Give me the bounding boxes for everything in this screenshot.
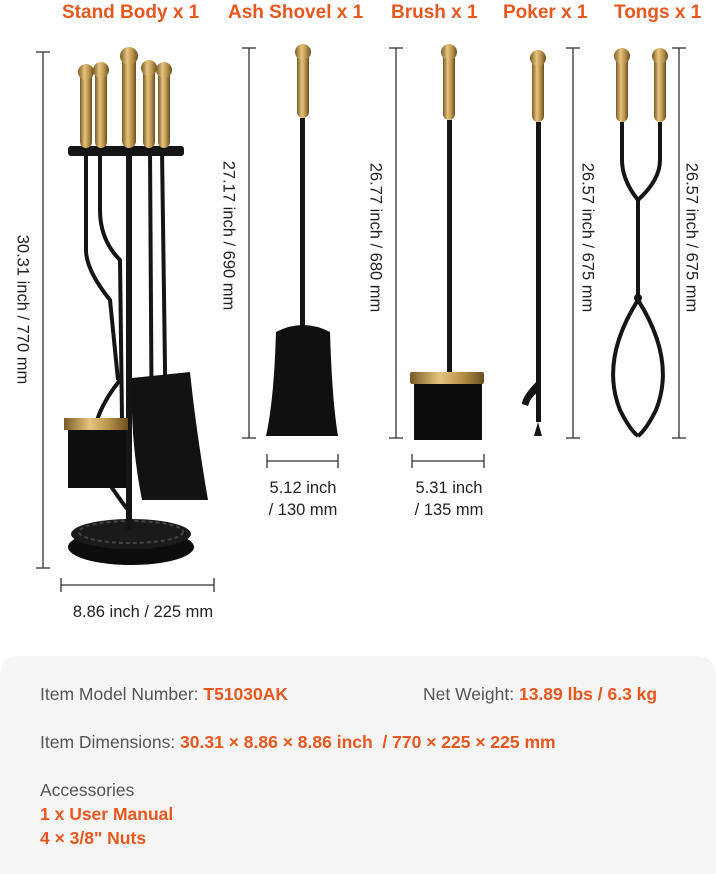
stand-body-drawing bbox=[64, 47, 208, 565]
title-brush: Brush x 1 bbox=[391, 2, 478, 23]
brush-width-line2: / 135 mm bbox=[414, 501, 484, 519]
poker-length-label: 26.57 inch / 675 mm bbox=[578, 162, 597, 313]
model-number-value: T51030AK bbox=[203, 684, 289, 704]
dimensions-label: Item Dimensions: bbox=[40, 732, 181, 752]
brush-width-line1: 5.31 inch bbox=[415, 479, 483, 497]
accessories-heading: Accessories bbox=[40, 780, 135, 800]
accessory-item-manual: 1 x User Manual bbox=[40, 804, 174, 824]
net-weight-value: 13.89 lbs / 6.3 kg bbox=[518, 684, 658, 704]
stand-height-label: 30.31 inch / 770 mm bbox=[13, 234, 32, 385]
title-stand-body: Stand Body x 1 bbox=[62, 2, 200, 23]
title-poker: Poker x 1 bbox=[503, 2, 588, 23]
shovel-width-line2: / 130 mm bbox=[268, 501, 338, 519]
net-weight-row bbox=[423, 684, 657, 705]
accessory-item-nuts: 4 × 3/8" Nuts bbox=[40, 828, 147, 848]
title-tongs: Tongs x 1 bbox=[614, 2, 702, 23]
dimensions-row bbox=[40, 732, 556, 753]
model-number-label: Item Model Number: bbox=[40, 684, 204, 704]
brush-length-label: 26.77 inch / 680 mm bbox=[366, 162, 385, 313]
poker-drawing bbox=[522, 50, 546, 436]
stand-width-label: 8.86 inch / 225 mm bbox=[72, 603, 214, 621]
dimensions-value: 30.31 × 8.86 × 8.86 inch / 770 × 225 × 225 mm bbox=[180, 732, 556, 752]
specs-panel bbox=[0, 656, 716, 874]
tongs-drawing bbox=[613, 48, 668, 436]
net-weight-label: Net Weight: bbox=[423, 684, 519, 704]
brush-drawing bbox=[410, 44, 484, 440]
title-ash-shovel: Ash Shovel x 1 bbox=[228, 2, 364, 23]
tongs-length-label: 26.57 inch / 675 mm bbox=[682, 162, 701, 313]
shovel-width-line1: 5.12 inch bbox=[269, 479, 337, 497]
brush-width-label bbox=[404, 477, 494, 521]
model-number-row bbox=[40, 684, 288, 705]
shovel-width-label bbox=[258, 477, 348, 521]
ash-shovel-drawing bbox=[266, 44, 338, 436]
shovel-length-label: 27.17 inch / 690 mm bbox=[219, 160, 238, 311]
